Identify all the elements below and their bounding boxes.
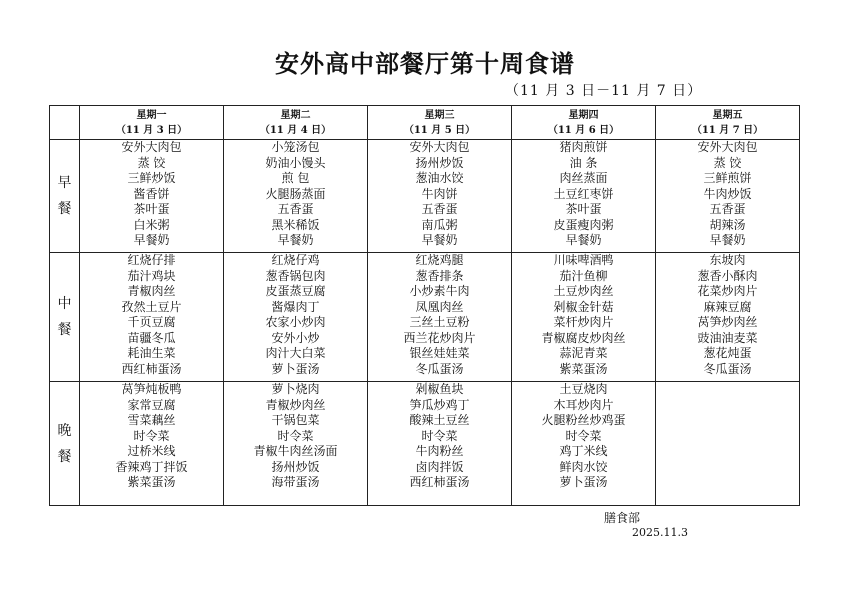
- dish-item: 茶叶蛋: [133, 202, 170, 216]
- menu-cell: [656, 382, 800, 506]
- dish-item: 三鲜炒饭: [127, 171, 176, 185]
- dish-item: 时令菜: [133, 428, 170, 443]
- dish-item: 茄汁鱼柳: [559, 268, 608, 283]
- dish-item: 南瓜粥: [421, 217, 458, 232]
- dish-list: [368, 382, 511, 491]
- dish-item: 家常豆腐: [127, 397, 176, 412]
- day-date: （11 月 4 日）: [259, 124, 332, 136]
- menu-cell: [80, 253, 224, 382]
- dish-item: 牛肉饼: [421, 186, 458, 201]
- dish-item: 西红柿蛋汤: [409, 475, 470, 489]
- dish-item: 木耳炒肉片: [553, 397, 614, 412]
- dish-item: 时令菜: [421, 428, 458, 443]
- dish-item: 萝卜蛋汤: [559, 475, 608, 489]
- dish-list: [512, 253, 655, 377]
- menu-cell: [512, 140, 656, 253]
- dish-item: 三鲜煎饼: [703, 171, 752, 185]
- day-header-thu: [512, 106, 656, 140]
- day-date: （11 月 5 日）: [403, 124, 476, 136]
- dish-item: 早餐奶: [565, 233, 602, 247]
- dish-item: 莴笋炒肉丝: [697, 315, 758, 329]
- dish-item: 卤肉拌饭: [415, 459, 464, 474]
- meal-row-dinner: [50, 382, 800, 506]
- dish-item: 西红柿蛋汤: [121, 361, 182, 376]
- footer-department: 膳食部: [604, 511, 641, 525]
- dish-item: 萝卜烧肉: [271, 382, 320, 396]
- dish-item: 孜然土豆片: [121, 299, 182, 314]
- dish-item: 葱香锅包肉: [265, 268, 326, 283]
- menu-cell: [368, 140, 512, 253]
- dish-item: 火腿粉丝炒鸡蛋: [541, 413, 626, 427]
- dish-item: 安外大肉包: [409, 140, 470, 154]
- header-row: [50, 106, 800, 140]
- dish-list: [512, 382, 655, 491]
- dish-item: 青椒腐皮炒肉丝: [541, 330, 626, 345]
- dish-list: [656, 253, 799, 377]
- dish-item: 西兰花炒肉片: [403, 330, 476, 345]
- dish-item: 三丝土豆粉: [409, 315, 470, 329]
- dish-item: 白米粥: [133, 217, 170, 232]
- dish-item: 冬瓜蛋汤: [415, 361, 464, 376]
- dish-item: 青椒肉丝: [127, 284, 176, 298]
- dish-item: 早餐奶: [709, 233, 746, 247]
- meal-label-char: 晚: [57, 422, 72, 439]
- dish-item: 酱爆肉丁: [271, 299, 320, 314]
- dish-list: [224, 140, 367, 249]
- dish-item: 早餐奶: [421, 233, 458, 247]
- dish-item: 青椒炒肉丝: [265, 397, 326, 412]
- dish-item: 剁椒鱼块: [415, 382, 464, 396]
- dish-item: 安外小炒: [271, 330, 320, 345]
- dish-list: [80, 382, 223, 491]
- dish-item: 扬州炒饭: [271, 459, 320, 474]
- day-name: 星期一: [136, 109, 167, 121]
- menu-cell: [656, 140, 800, 253]
- dish-list: [224, 253, 367, 377]
- day-header-wed: [368, 106, 512, 140]
- meal-label-char: 早: [57, 175, 72, 191]
- dish-item: 土豆烧肉: [559, 382, 608, 396]
- dish-item: 紫菜蛋汤: [559, 361, 608, 376]
- dish-list: [80, 140, 223, 249]
- meal-label-lunch: [50, 253, 80, 382]
- dish-list: [224, 382, 367, 491]
- dish-item: 土豆红枣饼: [553, 186, 614, 201]
- dish-item: 花菜炒肉片: [697, 284, 758, 298]
- dish-item: 苗疆冬瓜: [127, 330, 176, 345]
- dish-item: 皮蛋蒸豆腐: [265, 284, 326, 298]
- menu-cell: [224, 382, 368, 506]
- dish-item: 红烧鸡腿: [415, 253, 464, 267]
- dish-item: 肉汁大白菜: [265, 346, 326, 360]
- dish-item: 奶油小馒头: [265, 155, 326, 170]
- dish-item: 胡辣汤: [709, 217, 746, 232]
- day-name: 星期四: [568, 109, 599, 121]
- dish-item: 土豆炒肉丝: [553, 284, 614, 298]
- dish-item: 葱花炖蛋: [703, 346, 752, 360]
- dish-item: 青椒牛肉丝汤面: [253, 444, 338, 458]
- dish-item: 酸辣土豆丝: [409, 413, 470, 427]
- dish-item: 红烧仔鸡: [271, 253, 320, 267]
- dish-item: 葱香小酥肉: [697, 268, 758, 283]
- dish-item: 川味啤酒鸭: [553, 253, 614, 267]
- corner-cell: [50, 106, 80, 140]
- dish-item: 油 条: [569, 155, 598, 170]
- day-name: 星期三: [424, 109, 455, 121]
- dish-item: 火腿肠蒸面: [265, 186, 326, 201]
- dish-list: [368, 253, 511, 377]
- menu-cell: [656, 253, 800, 382]
- dish-item: 鲜肉水饺: [559, 459, 608, 474]
- day-date: （11 月 6 日）: [547, 124, 620, 136]
- dish-item: 五香蛋: [277, 202, 314, 216]
- dish-item: 酱香饼: [133, 186, 170, 201]
- menu-cell: [224, 253, 368, 382]
- dish-item: 葱香排条: [415, 268, 464, 283]
- menu-cell: [368, 382, 512, 506]
- dish-item: 耗油生菜: [127, 346, 176, 360]
- dish-item: 茄汁鸡块: [127, 268, 176, 283]
- day-header-fri: [656, 106, 800, 140]
- dish-item: 银丝娃娃菜: [409, 346, 470, 360]
- dish-item: 菜杆炒肉片: [553, 315, 614, 329]
- dish-item: 猪肉煎饼: [559, 140, 608, 154]
- meal-label-breakfast: [50, 140, 80, 253]
- dish-item: 煎 包: [281, 171, 310, 185]
- dish-item: 茶叶蛋: [565, 202, 602, 216]
- dish-item: 早餐奶: [133, 233, 170, 247]
- dish-item: 皮蛋瘦肉粥: [553, 217, 614, 232]
- meal-label-char: 餐: [57, 201, 72, 217]
- dish-item: 鸡丁米线: [559, 444, 608, 458]
- dish-item: 牛肉炒饭: [703, 186, 752, 201]
- dish-item: 小炒素牛肉: [409, 284, 470, 298]
- dish-item: 农家小炒肉: [265, 315, 326, 329]
- dish-item: 紫菜蛋汤: [127, 475, 176, 489]
- footer-date: 2025.11.3: [632, 526, 688, 539]
- menu-table: [49, 105, 800, 506]
- day-header-mon: [80, 106, 224, 140]
- dish-item: 麻辣豆腐: [703, 299, 752, 314]
- dish-item: 红烧仔排: [127, 253, 176, 267]
- dish-item: 小笼汤包: [271, 140, 320, 154]
- dish-item: 海带蛋汤: [271, 475, 320, 489]
- page-title: 安外高中部餐厅第十周食谱: [275, 50, 575, 78]
- dish-item: 萝卜蛋汤: [271, 361, 320, 376]
- dish-item: 笋瓜炒鸡丁: [409, 397, 470, 412]
- dish-list: [512, 140, 655, 249]
- dish-item: 五香蛋: [709, 202, 746, 216]
- dish-item: 牛肉粉丝: [415, 444, 464, 458]
- dish-item: 雪菜藕丝: [127, 413, 176, 427]
- day-header-tue: [224, 106, 368, 140]
- day-date: （11 月 3 日）: [115, 124, 188, 136]
- dish-item: 东坡肉: [709, 253, 746, 267]
- date-range: （11 月 3 日－11 月 7 日）: [505, 83, 703, 99]
- dish-item: 蒸 饺: [137, 155, 166, 170]
- dish-item: 肉丝蒸面: [559, 171, 608, 185]
- dish-item: 时令菜: [277, 428, 314, 443]
- dish-item: 莴笋炖板鸭: [121, 382, 182, 396]
- menu-cell: [80, 140, 224, 253]
- day-name: 星期二: [280, 109, 311, 121]
- dish-item: 剁椒金针菇: [553, 299, 614, 314]
- dish-item: 过桥米线: [127, 444, 176, 458]
- dish-list: [656, 140, 799, 249]
- dish-item: 时令菜: [565, 428, 602, 443]
- day-name: 星期五: [712, 109, 743, 121]
- menu-cell: [368, 253, 512, 382]
- dish-item: 黑米稀饭: [271, 217, 320, 232]
- dish-item: 扬州炒饭: [415, 155, 464, 170]
- meal-label-char: 餐: [57, 448, 72, 465]
- dish-item: 冬瓜蛋汤: [703, 361, 752, 376]
- dish-list: [368, 140, 511, 249]
- dish-item: 安外大肉包: [121, 140, 182, 154]
- day-date: （11 月 7 日）: [691, 124, 764, 136]
- dish-item: 五香蛋: [421, 202, 458, 216]
- dish-item: 葱油水饺: [415, 171, 464, 185]
- dish-item: 香辣鸡丁拌饭: [115, 459, 188, 474]
- dish-item: 早餐奶: [277, 233, 314, 247]
- dish-list: [80, 253, 223, 377]
- meal-label-dinner: [50, 382, 80, 506]
- dish-item: 安外大肉包: [697, 140, 758, 154]
- dish-item: 千页豆腐: [127, 315, 176, 329]
- menu-cell: [224, 140, 368, 253]
- dish-item: 豉油油麦菜: [697, 330, 758, 345]
- dish-item: 蒜泥青菜: [559, 346, 608, 360]
- meal-label-char: 餐: [57, 322, 72, 338]
- meal-row-lunch: [50, 253, 800, 382]
- meal-label-char: 中: [57, 296, 72, 312]
- meal-row-breakfast: [50, 140, 800, 253]
- menu-cell: [512, 382, 656, 506]
- dish-item: 蒸 饺: [713, 155, 742, 170]
- dish-item: 凤凰肉丝: [415, 299, 464, 314]
- dish-item: 干锅包菜: [271, 413, 320, 427]
- menu-cell: [80, 382, 224, 506]
- menu-cell: [512, 253, 656, 382]
